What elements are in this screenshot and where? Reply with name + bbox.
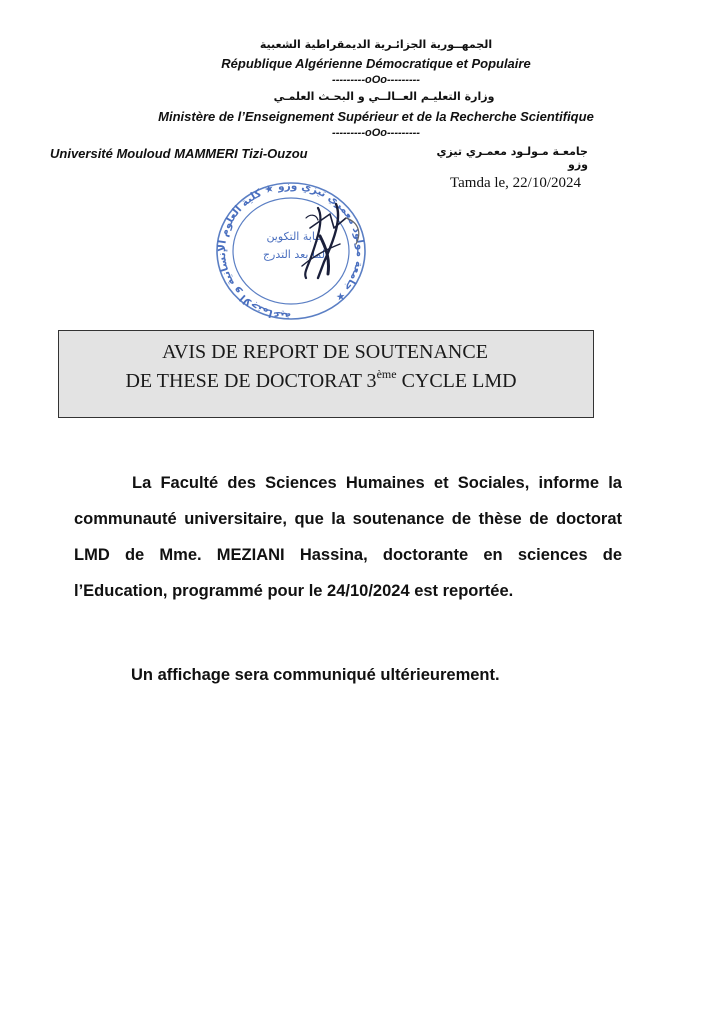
header-arabic-republic: الجمهــورية الجزائـرية الديمقراطية الشعبية bbox=[259, 38, 493, 51]
university-name-french: Université Mouloud MAMMERI Tizi-Ouzou bbox=[50, 146, 308, 161]
university-name-arabic: جامعـة مـولـود معمـري تيزي وزو bbox=[436, 145, 588, 171]
title-line-2-end: CYCLE LMD bbox=[396, 370, 517, 392]
title-line-2-main: DE THESE DE DOCTORAT 3 bbox=[125, 370, 377, 392]
title-box bbox=[58, 330, 594, 418]
header-french-ministry: Ministère de l’Enseignement Supérieur et de la Recherche Scientifique bbox=[158, 109, 594, 124]
notice-paragraph: La Faculté des Sciences Humaines et Sociales, informe la communauté universitaire, que la soutenance de thèse de doctorat LMD de Mme. MEZIANI Hassina, doctorante en sciences de l’Education, programmé pour le 24/10/2024 est reportée. bbox=[74, 474, 622, 600]
stamp-ring-text: جامعة مولود معمري تيزي وزو ★ كلية العلوم الإنسانية و الاجتماعية ★ bbox=[215, 179, 367, 323]
document-date: Tamda le, 22/10/2024 bbox=[450, 175, 582, 191]
stamp-inner-line2: لما بعد التدرج bbox=[262, 248, 326, 261]
title-line-2 bbox=[53, 367, 589, 393]
official-stamp bbox=[206, 178, 376, 328]
title-superscript: ème bbox=[376, 367, 397, 381]
title-line-1: AVIS DE REPORT DE SOUTENANCE bbox=[162, 341, 488, 363]
notice-closing-paragraph: Un affichage sera communiqué ultérieurement. bbox=[131, 666, 500, 684]
header-separator: ---------oOo--------- bbox=[332, 127, 420, 139]
header-arabic-ministry: وزارة التعليـم العــالــي و البحـث العلمـي bbox=[273, 90, 495, 103]
header-french-republic: République Algérienne Démocratique et Populaire bbox=[221, 56, 531, 71]
stamp-inner-line1: نيابة التكوين bbox=[266, 230, 322, 243]
header-separator: ---------oOo--------- bbox=[332, 74, 420, 86]
